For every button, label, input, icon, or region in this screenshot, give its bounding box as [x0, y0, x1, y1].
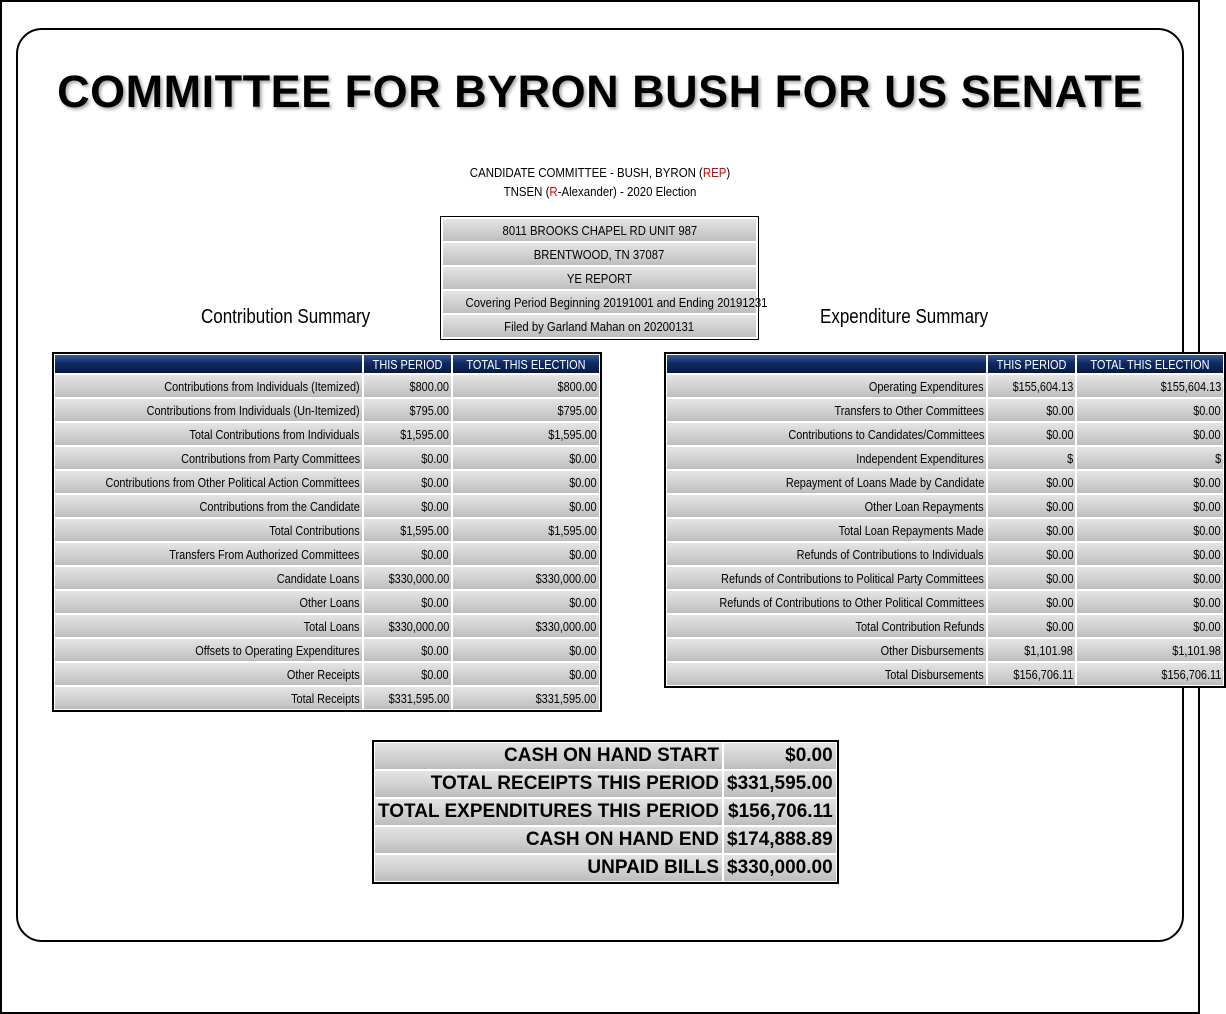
- row-label: Transfers From Authorized Committees: [54, 542, 363, 566]
- row-label: Refunds of Contributions to Other Political Committees: [666, 590, 987, 614]
- cash-value: $174,888.89: [723, 826, 837, 854]
- total-election-value: $1,595.00: [452, 518, 600, 542]
- this-period-value: $795.00: [363, 398, 452, 422]
- table-row: [54, 638, 600, 662]
- row-label: Total Loan Repayments Made: [666, 518, 987, 542]
- table-row: [666, 590, 1224, 614]
- total-election-value: $0.00: [1076, 422, 1224, 446]
- total-election-value: $0.00: [452, 590, 600, 614]
- this-period-value: $0.00: [987, 566, 1076, 590]
- this-period-value: $: [987, 446, 1076, 470]
- table-row: [666, 470, 1224, 494]
- row-label: Contributions from Individuals (Un-Itemized): [54, 398, 363, 422]
- cash-label: CASH ON HAND END: [374, 826, 723, 854]
- table-row: [54, 542, 600, 566]
- total-election-value: $800.00: [452, 374, 600, 398]
- cash-value: $0.00: [723, 742, 837, 770]
- total-election-value: $795.00: [452, 398, 600, 422]
- race-line: [72, 184, 1128, 199]
- this-period-value: $1,595.00: [363, 422, 452, 446]
- row-label: Total Loans: [54, 614, 363, 638]
- row-label: Total Contribution Refunds: [666, 614, 987, 638]
- total-election-value: $155,604.13: [1076, 374, 1224, 398]
- table-row: [666, 614, 1224, 638]
- address-box: [440, 216, 768, 340]
- this-period-value: $0.00: [987, 422, 1076, 446]
- cash-label: TOTAL RECEIPTS THIS PERIOD: [374, 770, 723, 798]
- page-title: COMMITTEE FOR BYRON BUSH FOR US SENATE: [57, 66, 1143, 117]
- total-election-value: $0.00: [452, 494, 600, 518]
- total-election-value: $0.00: [452, 446, 600, 470]
- this-period-value: $0.00: [987, 518, 1076, 542]
- table-row: [54, 662, 600, 686]
- row-label: Independent Expenditures: [666, 446, 987, 470]
- this-period-value: $0.00: [987, 614, 1076, 638]
- total-election-value: $0.00: [1076, 566, 1224, 590]
- expenditure-summary-heading: Expenditure Summary: [820, 306, 989, 328]
- table-header-row: [54, 354, 600, 374]
- race-party: R: [549, 184, 558, 199]
- table-row: [54, 494, 600, 518]
- table-row: [54, 398, 600, 422]
- address-street: 8011 BROOKS CHAPEL RD UNIT 987: [442, 218, 757, 242]
- row-label: Candidate Loans: [54, 566, 363, 590]
- race-prefix: TNSEN (: [503, 184, 550, 199]
- row-label: Operating Expenditures: [666, 374, 987, 398]
- table-row: [666, 398, 1224, 422]
- table-row: [54, 374, 600, 398]
- contribution-summary-heading: Contribution Summary: [201, 306, 371, 328]
- this-period-value: $0.00: [363, 494, 452, 518]
- total-election-value: $0.00: [1076, 494, 1224, 518]
- contribution-summary-table: [52, 352, 602, 712]
- total-election-value: $1,595.00: [452, 422, 600, 446]
- table-row: [666, 662, 1224, 686]
- cash-row: [374, 854, 837, 882]
- total-election-value: $0.00: [1076, 614, 1224, 638]
- this-period-value: $0.00: [987, 590, 1076, 614]
- cash-row: [374, 798, 837, 826]
- table-row: [54, 470, 600, 494]
- this-period-column-header: THIS PERIOD: [987, 354, 1076, 374]
- total-election-value: $1,101.98: [1076, 638, 1224, 662]
- this-period-value: $1,101.98: [987, 638, 1076, 662]
- report-type: YE REPORT: [442, 266, 757, 290]
- expenditure-summary-table: [664, 352, 1226, 688]
- cash-value: $331,595.00: [723, 770, 837, 798]
- cash-label: CASH ON HAND START: [374, 742, 723, 770]
- row-label: Offsets to Operating Expenditures: [54, 638, 363, 662]
- cash-label: TOTAL EXPENDITURES THIS PERIOD: [374, 798, 723, 826]
- this-period-value: $800.00: [363, 374, 452, 398]
- cash-row: [374, 742, 837, 770]
- candidate-prefix: CANDIDATE COMMITTEE - BUSH, BYRON (: [469, 165, 703, 180]
- row-label: Total Disbursements: [666, 662, 987, 686]
- cash-row: [374, 770, 837, 798]
- total-election-value: $330,000.00: [452, 566, 600, 590]
- this-period-value: $0.00: [987, 542, 1076, 566]
- row-label: Total Contributions from Individuals: [54, 422, 363, 446]
- table-row: [54, 566, 600, 590]
- this-period-value: $330,000.00: [363, 614, 452, 638]
- total-election-value: $0.00: [1076, 542, 1224, 566]
- table-row: [666, 422, 1224, 446]
- address-city: BRENTWOOD, TN 37087: [442, 242, 757, 266]
- table-row: [54, 518, 600, 542]
- this-period-value: $0.00: [363, 470, 452, 494]
- filed-by: Filed by Garland Mahan on 20200131: [442, 314, 757, 338]
- total-election-value: $0.00: [452, 542, 600, 566]
- cash-value: $330,000.00: [723, 854, 837, 882]
- row-label: Other Receipts: [54, 662, 363, 686]
- row-label: Other Disbursements: [666, 638, 987, 662]
- total-election-value: $0.00: [452, 470, 600, 494]
- this-period-value: $0.00: [363, 542, 452, 566]
- this-period-value: $330,000.00: [363, 566, 452, 590]
- label-column-header: [54, 354, 363, 374]
- table-row: [54, 614, 600, 638]
- row-label: Repayment of Loans Made by Candidate: [666, 470, 987, 494]
- table-row: [666, 494, 1224, 518]
- candidate-line: [72, 165, 1128, 180]
- this-period-value: $0.00: [363, 638, 452, 662]
- total-election-value: $331,595.00: [452, 686, 600, 710]
- race-suffix: -Alexander) - 2020 Election: [557, 184, 697, 199]
- table-row: [666, 638, 1224, 662]
- cash-summary-table: [372, 740, 839, 884]
- total-election-value: $0.00: [452, 638, 600, 662]
- table-row: [54, 590, 600, 614]
- this-period-value: $0.00: [987, 470, 1076, 494]
- this-period-value: $331,595.00: [363, 686, 452, 710]
- table-header-row: [666, 354, 1224, 374]
- total-election-value: $156,706.11: [1076, 662, 1224, 686]
- total-election-value: $0.00: [1076, 518, 1224, 542]
- total-election-value: $330,000.00: [452, 614, 600, 638]
- row-label: Contributions from Party Committees: [54, 446, 363, 470]
- table-row: [666, 542, 1224, 566]
- table-row: [666, 446, 1224, 470]
- cash-row: [374, 826, 837, 854]
- label-column-header: [666, 354, 987, 374]
- candidate-suffix: ): [726, 165, 731, 180]
- row-label: Transfers to Other Committees: [666, 398, 987, 422]
- this-period-value: $0.00: [987, 398, 1076, 422]
- total-election-value: $0.00: [1076, 398, 1224, 422]
- row-label: Contributions from Individuals (Itemized): [54, 374, 363, 398]
- this-period-value: $0.00: [363, 590, 452, 614]
- this-period-value: $156,706.11: [987, 662, 1076, 686]
- row-label: Refunds of Contributions to Political Party Committees: [666, 566, 987, 590]
- cash-value: $156,706.11: [723, 798, 837, 826]
- total-election-value: $0.00: [452, 662, 600, 686]
- this-period-value: $155,604.13: [987, 374, 1076, 398]
- total-election-value: $0.00: [1076, 470, 1224, 494]
- table-row: [666, 566, 1224, 590]
- this-period-value: $1,595.00: [363, 518, 452, 542]
- row-label: Contributions to Candidates/Committees: [666, 422, 987, 446]
- row-label: Total Receipts: [54, 686, 363, 710]
- row-label: Total Contributions: [54, 518, 363, 542]
- table-row: [54, 686, 600, 710]
- this-period-value: $0.00: [363, 446, 452, 470]
- candidate-party: REP: [702, 165, 727, 180]
- total-election-column-header: TOTAL THIS ELECTION: [452, 354, 600, 374]
- cash-label: UNPAID BILLS: [374, 854, 723, 882]
- covering-period: Covering Period Beginning 20191001 and Ending 20191231: [442, 290, 757, 314]
- this-period-value: $0.00: [987, 494, 1076, 518]
- row-label: Other Loans: [54, 590, 363, 614]
- row-label: Refunds of Contributions to Individuals: [666, 542, 987, 566]
- table-row: [666, 518, 1224, 542]
- table-row: [666, 374, 1224, 398]
- table-row: [54, 446, 600, 470]
- table-row: [54, 422, 600, 446]
- total-election-value: $: [1076, 446, 1224, 470]
- row-label: Contributions from Other Political Action Committees: [54, 470, 363, 494]
- this-period-value: $0.00: [363, 662, 452, 686]
- this-period-column-header: THIS PERIOD: [363, 354, 452, 374]
- total-election-column-header: TOTAL THIS ELECTION: [1076, 354, 1224, 374]
- row-label: Contributions from the Candidate: [54, 494, 363, 518]
- total-election-value: $0.00: [1076, 590, 1224, 614]
- row-label: Other Loan Repayments: [666, 494, 987, 518]
